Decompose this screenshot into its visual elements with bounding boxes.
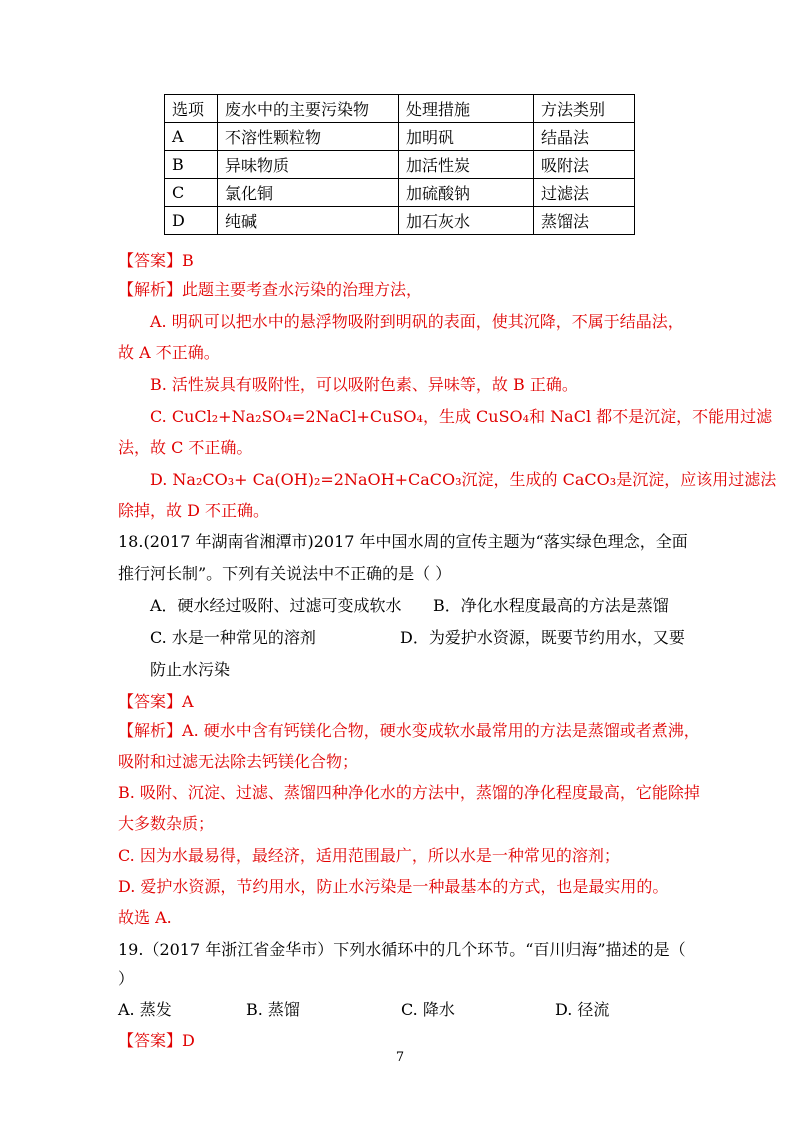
q19-option-c: C. 降水 xyxy=(401,1000,455,1019)
q18-answer xyxy=(118,689,194,712)
q18-option-a: A．硬水经过吸附、过滤可变成软水 xyxy=(150,596,402,615)
table-cell: A xyxy=(165,123,218,151)
q17-analysis-d-line1: D. Na₂CO₃+ Ca(OH)₂=2NaOH+CaCO₃沉淀，生成的 CaCO₃是沉淀，应该用过滤法 xyxy=(150,470,777,489)
table-cell: 加石灰水 xyxy=(399,207,534,235)
table-header-cell: 方法类别 xyxy=(534,95,635,123)
q17-analysis-b: B. 活性炭具有吸附性，可以吸附色素、异味等，故 B 正确。 xyxy=(150,375,578,394)
q18-analysis-line6: D. 爱护水资源，节约用水，防止水污染是一种最基本的方式，也是最实用的。 xyxy=(118,877,669,896)
q17-analysis-intro xyxy=(118,277,422,300)
table-cell: 不溶性颗粒物 xyxy=(218,123,399,151)
q19-option-a: A. 蒸发 xyxy=(118,1000,172,1019)
q17-analysis-d-line2: 除掉，故 D 不正确。 xyxy=(118,501,270,520)
q17-analysis-a-line2: 故 A 不正确。 xyxy=(118,343,220,362)
table-cell: B xyxy=(165,151,218,179)
analysis-tag: 【解析】 xyxy=(118,280,183,299)
table-cell: 蒸馏法 xyxy=(534,207,635,235)
table-cell: 加活性炭 xyxy=(399,151,534,179)
q18-stem-line2: 推行河长制”。下列有关说法中不正确的是（ ） xyxy=(118,564,452,583)
q18-analysis-line5: C. 因为水最易得，最经济，适用范围最广，所以水是一种常见的溶剂； xyxy=(118,846,620,865)
q18-analysis-line7: 故选 A. xyxy=(118,908,172,927)
table-cell: 加明矾 xyxy=(399,123,534,151)
q17-analysis-c-line2: 法，故 C 不正确。 xyxy=(118,438,253,457)
q18-option-c: C. 水是一种常见的溶剂 xyxy=(150,628,316,647)
q19-option-b: B. 蒸馏 xyxy=(246,1000,300,1019)
q18-analysis-line3: B. 吸附、沉淀、过滤、蒸馏四种净化水的方法中，蒸馏的净化程度最高，它能除掉 xyxy=(118,783,700,802)
analysis-tag: 【解析】 xyxy=(118,721,183,740)
q19-stem-line2: ） xyxy=(118,969,135,988)
table-header-cell: 废水中的主要污染物 xyxy=(218,95,399,123)
answer-value: B xyxy=(182,251,194,270)
answer-tag: 【答案】 xyxy=(118,692,183,711)
table-cell: 纯碱 xyxy=(218,207,399,235)
analysis-text: 此题主要考查水污染的治理方法， xyxy=(182,280,423,299)
table-header-row xyxy=(165,95,635,123)
q19-stem-line1: 19.（2017 年浙江省金华市）下列水循环中的几个环节。“百川归海”描述的是（ xyxy=(118,940,686,959)
options-table xyxy=(164,94,635,235)
answer-tag: 【答案】 xyxy=(118,1031,183,1050)
answer-tag: 【答案】 xyxy=(118,251,183,270)
q18-option-d-line2: 防止水污染 xyxy=(150,660,231,679)
table-cell: 结晶法 xyxy=(534,123,635,151)
table-cell: 异味物质 xyxy=(218,151,399,179)
answer-value: D xyxy=(182,1031,195,1050)
q18-option-d: D．为爱护水资源，既要节约用水，又要 xyxy=(400,628,685,647)
table-header-cell: 处理措施 xyxy=(399,95,534,123)
table-cell: 加硫酸钠 xyxy=(399,179,534,207)
page-number: 7 xyxy=(395,1050,405,1065)
analysis-text: A. 硬水中含有钙镁化合物，硬水变成软水最常用的方法是蒸馏或者煮沸， xyxy=(182,721,700,740)
table-cell: 吸附法 xyxy=(534,151,635,179)
table-row xyxy=(165,207,635,235)
q18-stem-line1: 18.(2017 年湖南省湘潭市)2017 年中国水周的宣传主题为“落实绿色理念，全面 xyxy=(118,532,688,551)
q18-option-b: B．净化水程度最高的方法是蒸馏 xyxy=(433,596,669,615)
table-header-cell: 选项 xyxy=(165,95,218,123)
table-row xyxy=(165,179,635,207)
q18-analysis-line1 xyxy=(118,718,700,741)
q19-option-d: D. 径流 xyxy=(555,1000,610,1019)
q18-analysis-line4: 大多数杂质； xyxy=(118,814,215,833)
table-row xyxy=(165,151,635,179)
table-cell: 氯化铜 xyxy=(218,179,399,207)
answer-value: A xyxy=(182,692,194,711)
q18-analysis-line2: 吸附和过滤无法除去钙镁化合物； xyxy=(118,752,359,771)
q17-analysis-a-line1: A. 明矾可以把水中的悬浮物吸附到明矾的表面，使其沉降，不属于结晶法， xyxy=(150,312,684,331)
table-cell: D xyxy=(165,207,218,235)
q19-answer xyxy=(118,1028,195,1051)
table-row xyxy=(165,123,635,151)
table-cell: C xyxy=(165,179,218,207)
q17-analysis-c-line1: C. CuCl₂+Na₂SO₄=2NaCl+CuSO₄，生成 CuSO₄和 NaCl 都不是沉淀，不能用过滤 xyxy=(150,407,773,426)
table-cell: 过滤法 xyxy=(534,179,635,207)
q17-answer xyxy=(118,248,194,271)
